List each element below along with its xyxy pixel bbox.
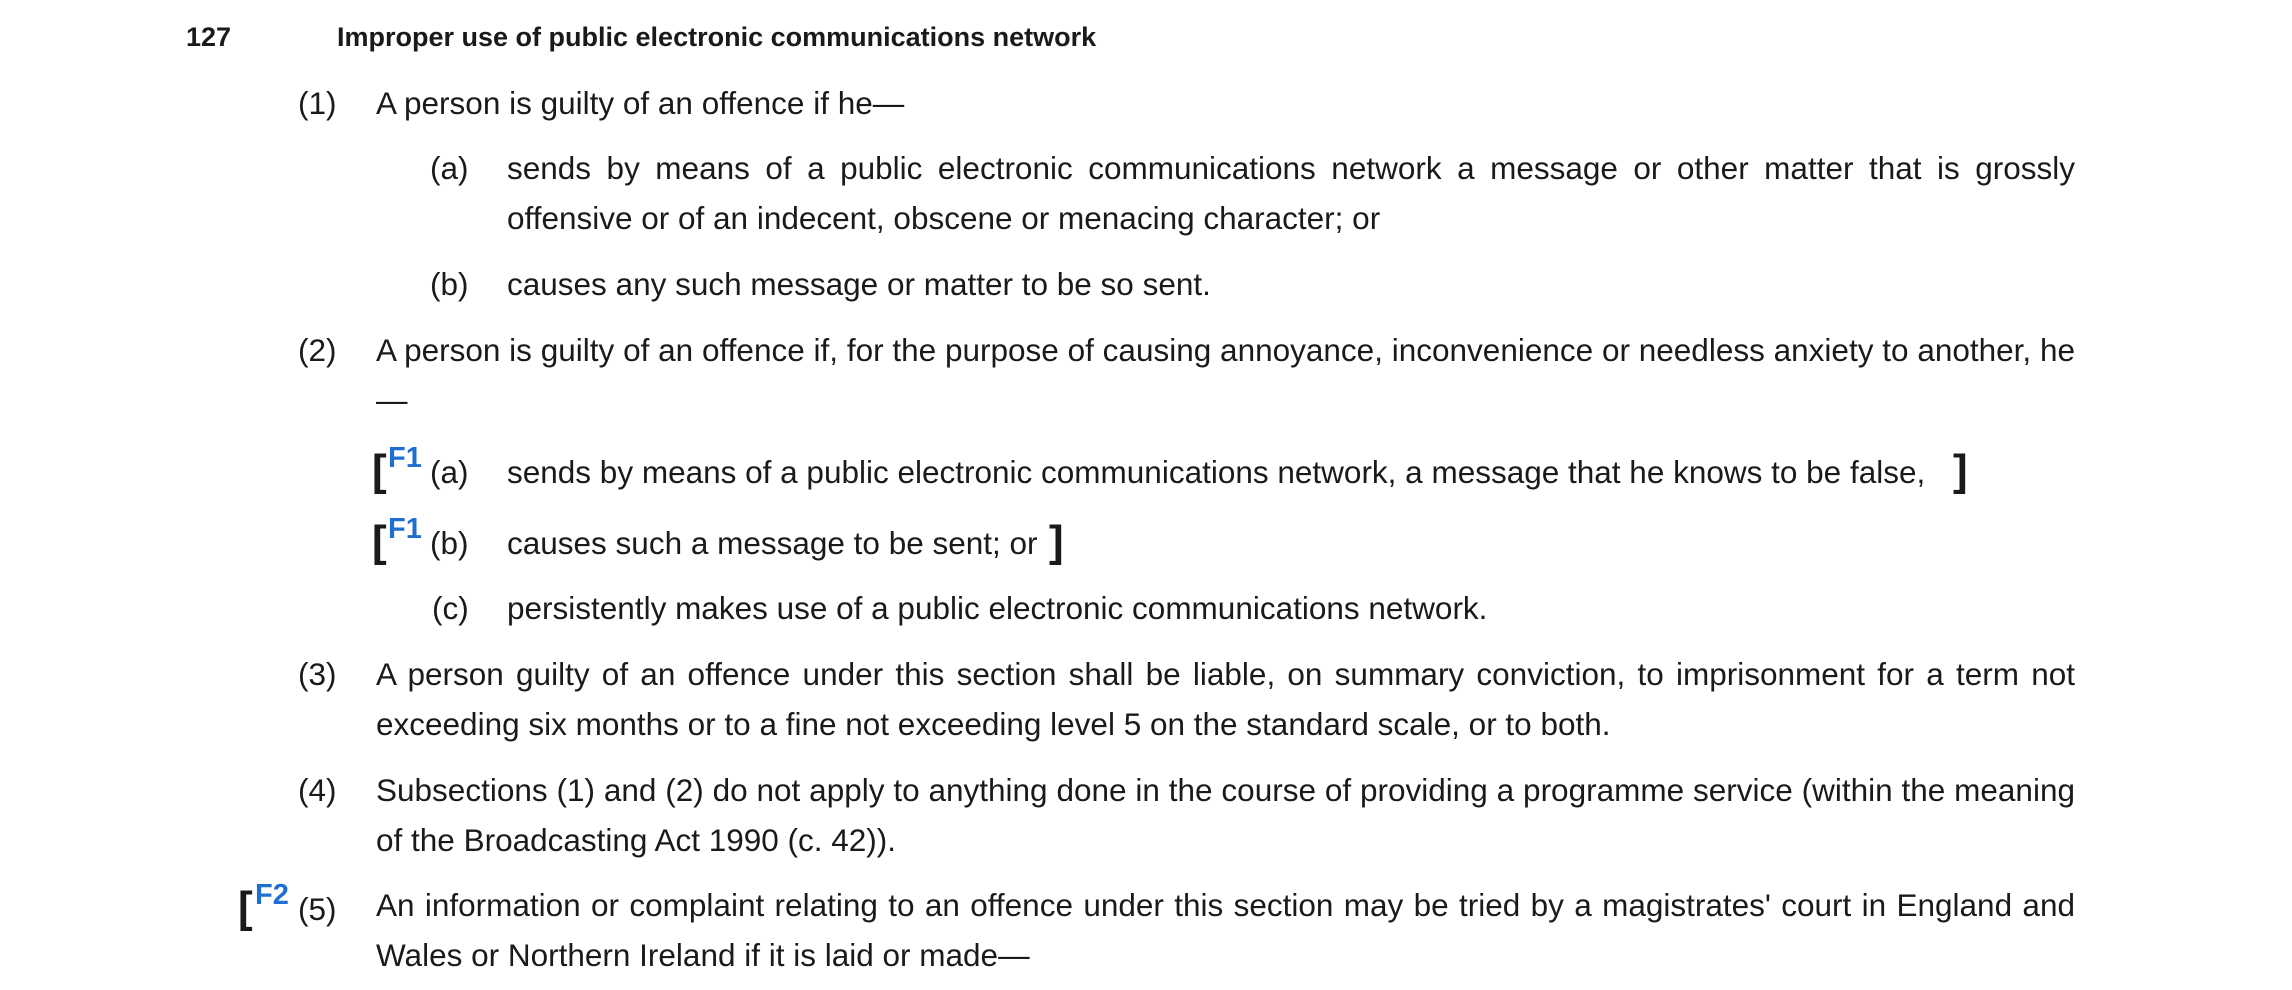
subsection-2-c-text: persistently makes use of a public electronic communications network. [507,590,1488,626]
subsection-5-text: An information or complaint relating to an offence under this section may be tried by a magistrates' court in England and Wales or Northern Ireland if it is laid or made— [376,887,2075,973]
footnote-link-f2[interactable]: F2 [255,879,289,911]
footnote-link-f1[interactable]: F1 [388,513,422,545]
footnote-link-f1[interactable]: F1 [388,442,422,474]
amendment-close-bracket: ] [1953,446,1968,495]
subsection-1-a-number: (a) [430,150,469,186]
amendment-open-bracket: [ [372,446,387,495]
subsection-2-number: (2) [298,332,337,368]
subsection-4-number: (4) [298,772,337,808]
subsection-2-text: A person is guilty of an offence if, for the purpose of causing annoyance, inconvenience or needless anxiety to another, he— [376,332,2075,418]
amendment-open-bracket: [ [372,517,387,566]
subsection-3-text: A person guilty of an offence under this section shall be liable, on summary conviction, to imprisonment for a term not exceeding six months or to a fine not exceeding level 5 on the standard scale, or to both. [376,656,2075,742]
subsection-3-number: (3) [298,656,337,692]
subsection-2-a-text: sends by means of a public electronic communications network, a message that he knows to be false, [507,454,1926,490]
amendment-close-bracket: ] [1049,517,1064,566]
subsection-4-text: Subsections (1) and (2) do not apply to anything done in the course of providing a programme service (within the meaning of the Broadcasting Act 1990 (c. 42)). [376,772,2075,858]
section-title: Improper use of public electronic communications network [337,22,1097,52]
section-number: 127 [186,22,232,52]
subsection-2-a-number: (a) [430,454,469,490]
subsection-1-number: (1) [298,85,337,121]
subsection-2-b-number: (b) [430,525,469,561]
subsection-2-c-number: (c) [432,590,469,626]
amendment-open-bracket: [ [238,883,253,932]
subsection-1-text: A person is guilty of an offence if he— [376,85,905,121]
subsection-1-a-text: sends by means of a public electronic communications network a message or other matter that is grossly offensive or of an indecent, obscene or menacing character; or [507,150,2075,236]
subsection-1-b-number: (b) [430,266,469,302]
subsection-5-number: (5) [298,891,337,927]
subsection-1-b-text: causes any such message or matter to be so sent. [507,266,1211,302]
subsection-2-b-text: causes such a message to be sent; or [507,525,1038,561]
